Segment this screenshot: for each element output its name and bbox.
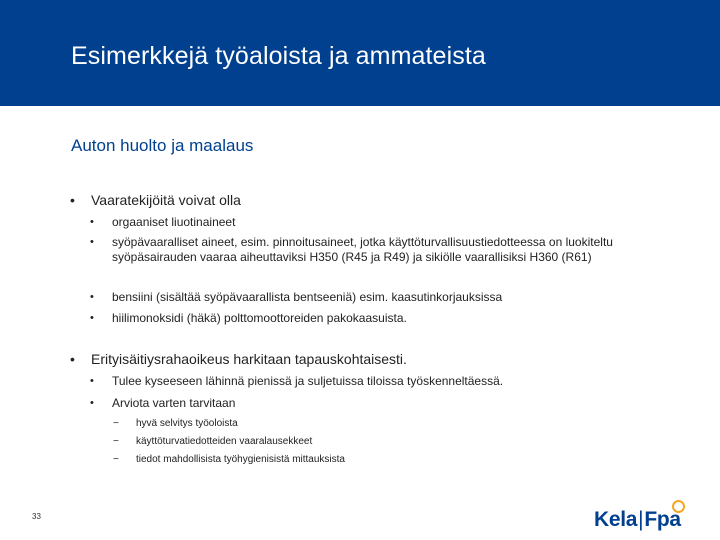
- bullet-icon: •: [70, 351, 75, 367]
- bullet-icon: •: [90, 291, 94, 303]
- bullet-icon: •: [90, 397, 94, 409]
- bullet-icon: •: [90, 236, 94, 248]
- dash-icon: −: [113, 454, 119, 465]
- dash-icon: −: [113, 418, 119, 429]
- dash-icon: −: [113, 436, 119, 447]
- kela-fpa-logo: [594, 503, 694, 533]
- bullet-icon: •: [90, 375, 94, 387]
- page-number: 33: [32, 512, 41, 521]
- bullet-icon: •: [70, 192, 75, 208]
- slide-subtitle: Auton huolto ja maalaus: [71, 136, 254, 155]
- logo-mark-icon: [672, 500, 685, 513]
- bullet-icon: •: [90, 312, 94, 324]
- slide-header: [0, 0, 720, 106]
- bullet-icon: •: [90, 216, 94, 228]
- slide-title: Esimerkkejä työaloista ja ammateista: [71, 42, 486, 70]
- logo-wordmark: Kela|Fpa: [594, 508, 681, 531]
